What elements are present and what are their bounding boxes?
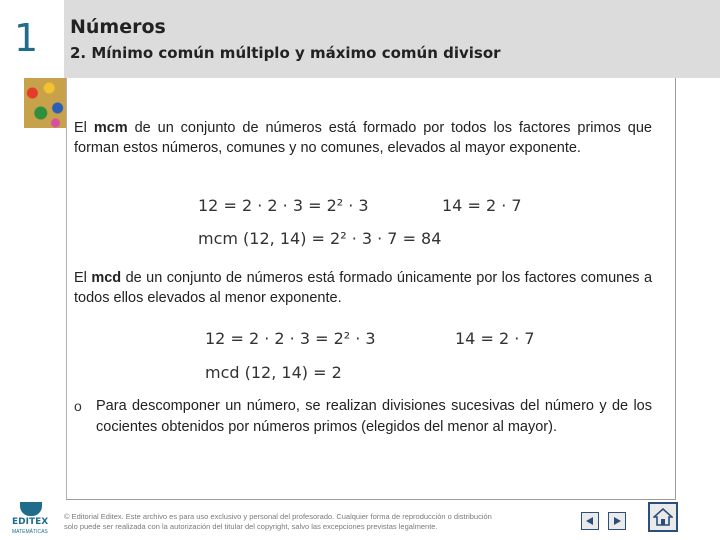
editex-logo [12,502,50,536]
page-title: Números [70,16,166,38]
mcd-result: mcd (12, 14) = 2 [205,363,342,382]
mcm-factorization-12: 12 = 2 · 2 · 3 = 2² · 3 [198,196,369,215]
bullet-text: Para descomponer un número, se realizan divisiones sucesivas del número y de los cocientes obtenidos por números primos (elegidos del menor al mayor). [96,398,652,435]
home-icon [653,508,673,526]
mcd-factorization-12: 12 = 2 · 2 · 3 = 2² · 3 [205,329,376,348]
page-subtitle: 2. Mínimo común múltiplo y máximo común divisor [70,44,501,62]
mcm-factorization-14: 14 = 2 · 7 [442,196,522,215]
next-button[interactable] [608,512,626,530]
bullet-marker: o [74,398,82,414]
mcd-definition: El mcd de un conjunto de números está formado únicamente por los factores comunes a todos ellos elevados al menor exponente. [74,270,653,306]
logo-subtext: MATEMÁTICAS [12,529,48,535]
triangle-left-icon [585,516,595,526]
unit-box [0,0,64,78]
logo-mark-icon [20,502,42,516]
mcd-term: mcd [91,270,122,286]
logo-text: EDITEX [12,517,49,527]
header-bar [0,0,720,78]
unit-number: 1 [14,16,39,60]
mcm-definition: El mcm de un conjunto de números está formado por todos los factores primos que forman estos números, comunes y no comunes, elevados al mayor exponente. [74,120,652,156]
mcd-factorization-14: 14 = 2 · 7 [455,329,535,348]
triangle-right-icon [612,516,622,526]
unit-thumbnail-image [24,78,66,128]
mcm-term: mcm [93,120,128,136]
mcm-result: mcm (12, 14) = 2² · 3 · 7 = 84 [198,229,442,248]
home-button[interactable] [648,502,678,532]
copyright-notice: © Editorial Editex. Este archivo es para uso exclusivo y personal del profesorado. Cualquier forma de reproducción o distribución solo puede ser realizada con la autorización del titular del copyright, salvo las excepciones previstas legalmente. [64,512,492,531]
previous-button[interactable] [581,512,599,530]
